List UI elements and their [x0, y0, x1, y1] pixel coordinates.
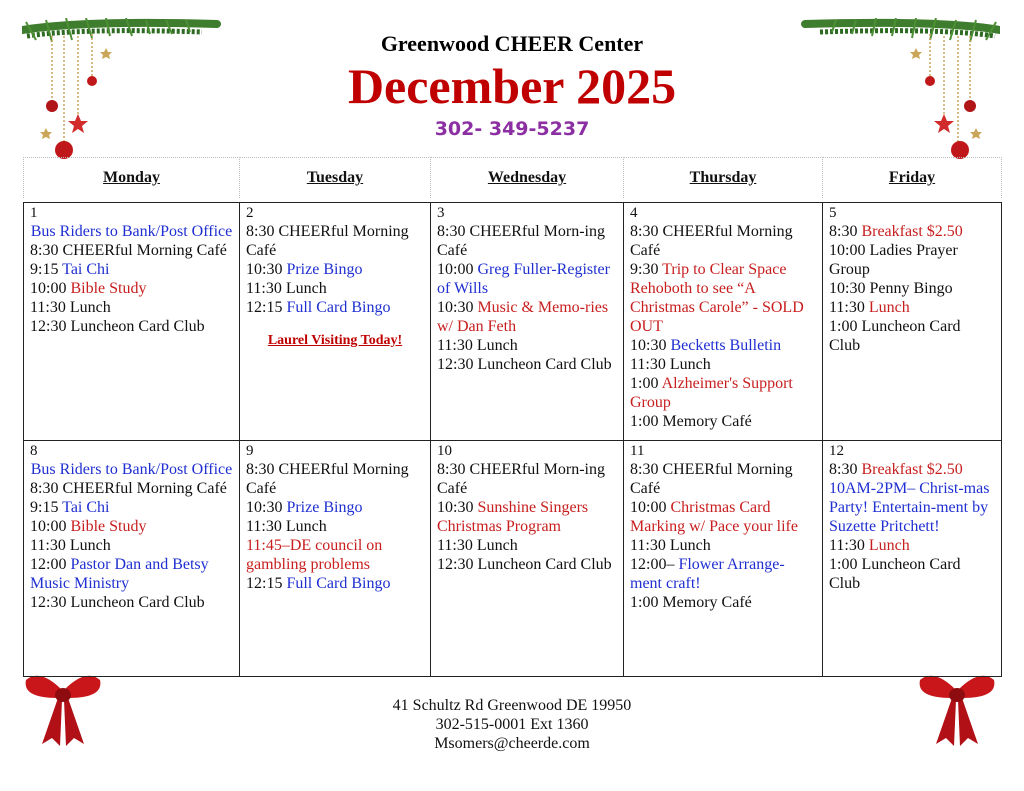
day-cell-2 [240, 203, 431, 441]
day-number: 1 [30, 205, 38, 221]
day-number: 8 [30, 443, 38, 459]
event [829, 222, 995, 241]
footer-phone: 302-515-0001 Ext 1360 [435, 716, 589, 733]
event [829, 479, 995, 536]
event [30, 260, 233, 279]
footer-contact [0, 696, 1024, 753]
event-title: Sunshine Singers Christmas Program [437, 499, 589, 535]
weekday-header-monday: Monday [24, 158, 240, 199]
event [437, 336, 617, 355]
event-title: Flower Arrange-ment craft! [630, 556, 785, 592]
event-title: Christmas Card Marking w/ Pace your life [630, 499, 798, 535]
event [30, 279, 233, 298]
event [246, 498, 424, 517]
weekday-header-tuesday: Tuesday [240, 158, 431, 199]
event-time: 10:00 [437, 261, 478, 278]
event-title: Becketts Bulletin [670, 337, 782, 354]
event-time: 10:00 [630, 499, 671, 516]
event-text: 11:30 Lunch [30, 299, 111, 316]
event-text: 10:30 Penny Bingo [829, 280, 953, 297]
event [30, 298, 233, 317]
event-text: 10AM-2PM– Christ-mas Party! Entertain-ment by Suzette Pritchett! [829, 480, 990, 535]
day-cell-9 [240, 441, 431, 677]
event-text: 11:45–DE council on gambling problems [246, 537, 383, 573]
event [630, 355, 816, 374]
event [829, 241, 995, 279]
event [630, 593, 816, 612]
day-cell-12 [823, 441, 1002, 677]
day-number: 10 [437, 443, 452, 459]
day-cell-3 [431, 203, 624, 441]
event-title: Full Card Bingo [286, 575, 391, 592]
event [630, 536, 816, 555]
org-name: Greenwood CHEER Center [380, 31, 644, 56]
event-time: 10:30 [246, 261, 287, 278]
week-row-1 [24, 203, 1002, 441]
event [30, 317, 233, 336]
event [30, 479, 233, 498]
event-title: Breakfast $2.50 [861, 461, 963, 478]
event [437, 260, 617, 298]
day-number: 5 [829, 205, 837, 221]
day-cell-8 [24, 441, 240, 677]
event [829, 279, 995, 298]
day-cell-1 [24, 203, 240, 441]
event-text: 1:00 Memory Café [630, 413, 752, 430]
event-time: 12:00 [30, 556, 71, 573]
event-text: 8:30 CHEERful Morning Café [630, 223, 793, 259]
event-title: Breakfast $2.50 [861, 223, 963, 240]
event-text: 11:30 Lunch [246, 280, 327, 297]
event [437, 460, 617, 498]
event-text: 8:30 CHEERful Morning Café [630, 461, 793, 497]
event [630, 412, 816, 431]
event [437, 498, 617, 536]
event [30, 498, 233, 517]
footer-email: Msomers@cheerde.com [434, 735, 590, 752]
weekday-header-thursday: Thursday [624, 158, 823, 199]
event-title: Prize Bingo [286, 499, 363, 516]
event-text: Bus Riders to Bank/Post Office [30, 223, 233, 240]
event [829, 536, 995, 555]
event-time: 11:30 [829, 537, 869, 554]
event-time: 1:00 [630, 375, 662, 392]
event-title: Greg Fuller-Register of Wills [437, 261, 610, 297]
footer-address: 41 Schultz Rd Greenwood DE 19950 [392, 697, 632, 714]
event-text: 11:30 Lunch [30, 537, 111, 554]
month-title: December 2025 [347, 58, 677, 114]
event-text: 1:00 Memory Café [630, 594, 752, 611]
event [437, 222, 617, 260]
event [829, 298, 995, 317]
event-text: 11:30 Lunch [437, 337, 518, 354]
event-text: 11:30 Lunch [630, 537, 711, 554]
event [246, 222, 424, 260]
event [30, 555, 233, 593]
event-time: 10:30 [246, 499, 287, 516]
event-text: 8:30 CHEERful Morn-ing Café [437, 461, 605, 497]
event-title: Bible Study [70, 280, 147, 297]
event-title: Music & Memo-ries w/ Dan Feth [437, 299, 609, 335]
event-time: 9:30 [630, 261, 663, 278]
event-text: 8:30 CHEERful Morning Café [30, 242, 227, 259]
event [30, 241, 233, 260]
event [630, 336, 816, 355]
event [30, 517, 233, 536]
event-title: Bible Study [70, 518, 147, 535]
event [246, 460, 424, 498]
day-cell-10 [431, 441, 624, 677]
event-title: Trip to Clear Space Rehoboth to see “A Christmas Carole” - SOLD OUT [630, 261, 804, 335]
day-number: 3 [437, 205, 445, 221]
weekday-header-friday: Friday [823, 158, 1002, 199]
event-time: 11:30 [829, 299, 869, 316]
center-phone: 302- 349-5237 [434, 118, 590, 140]
event-time: 8:30 [829, 223, 862, 240]
day-cell-11 [624, 441, 823, 677]
event [437, 536, 617, 555]
day-number: 11 [630, 443, 645, 459]
event-text: 12:30 Luncheon Card Club [30, 594, 205, 611]
event-time: 10:00 [30, 280, 71, 297]
event [246, 517, 424, 536]
event-time: 12:15 [246, 575, 287, 592]
event-title: Lunch [868, 299, 910, 316]
event [30, 536, 233, 555]
event-text: 1:00 Luncheon Card Club [829, 556, 961, 592]
weekday-header-wednesday: Wednesday [431, 158, 624, 199]
event-text: 8:30 CHEERful Morning Café [30, 480, 227, 497]
event-text: 12:30 Luncheon Card Club [437, 356, 612, 373]
event-time: 8:30 [829, 461, 862, 478]
event-text: 11:30 Lunch [437, 537, 518, 554]
calendar-grid [23, 157, 1002, 677]
event-title: Lunch [868, 537, 910, 554]
event-text: 12:30 Luncheon Card Club [437, 556, 612, 573]
event [246, 279, 424, 298]
event-time: 10:30 [630, 337, 671, 354]
event-title: Full Card Bingo [286, 299, 391, 316]
event [630, 222, 816, 260]
event-text: 11:30 Lunch [246, 518, 327, 535]
event [246, 260, 424, 279]
weekday-header-row [24, 158, 1002, 199]
event-time: 10:30 [437, 299, 478, 316]
event-text: 8:30 CHEERful Morning Café [246, 223, 409, 259]
event-time: 9:15 [30, 499, 63, 516]
event [829, 317, 995, 355]
event-time: 12:00– [630, 556, 679, 573]
event-title: Tai Chi [62, 261, 110, 278]
event-text: 11:30 Lunch [630, 356, 711, 373]
event [30, 222, 233, 241]
day-cell-5 [823, 203, 1002, 441]
event [30, 593, 233, 612]
event [437, 355, 617, 374]
event [630, 460, 816, 498]
event [630, 498, 816, 536]
event [630, 374, 816, 412]
event [246, 536, 424, 574]
event-text: 10:00 Ladies Prayer Group [829, 242, 958, 278]
event-text: 8:30 CHEERful Morn-ing Café [437, 223, 605, 259]
event-title: Alzheimer's Support Group [630, 375, 793, 411]
event [246, 574, 424, 593]
event-time: 10:00 [30, 518, 71, 535]
event [437, 298, 617, 336]
event [630, 260, 816, 336]
day-number: 4 [630, 205, 638, 221]
event-title: Pastor Dan and Betsy Music Ministry [30, 556, 209, 592]
event [630, 555, 816, 593]
event [829, 555, 995, 593]
event [30, 460, 233, 479]
event-time: 10:30 [437, 499, 478, 516]
event-text: 1:00 Luncheon Card Club [829, 318, 961, 354]
day-number: 9 [246, 443, 254, 459]
week-row-2 [24, 441, 1002, 677]
day-cell-4 [624, 203, 823, 441]
day-number: 2 [246, 205, 254, 221]
day-number: 12 [829, 443, 844, 459]
event-title: Prize Bingo [286, 261, 363, 278]
visiting-note: Laurel Visiting Today! [267, 333, 403, 348]
event [829, 460, 995, 479]
event [437, 555, 617, 574]
event-text: 8:30 CHEERful Morning Café [246, 461, 409, 497]
event-title: Tai Chi [62, 499, 110, 516]
event-text: Bus Riders to Bank/Post Office [30, 461, 233, 478]
event [246, 298, 424, 317]
event-time: 9:15 [30, 261, 63, 278]
event-time: 12:15 [246, 299, 287, 316]
event-text: 12:30 Luncheon Card Club [30, 318, 205, 335]
